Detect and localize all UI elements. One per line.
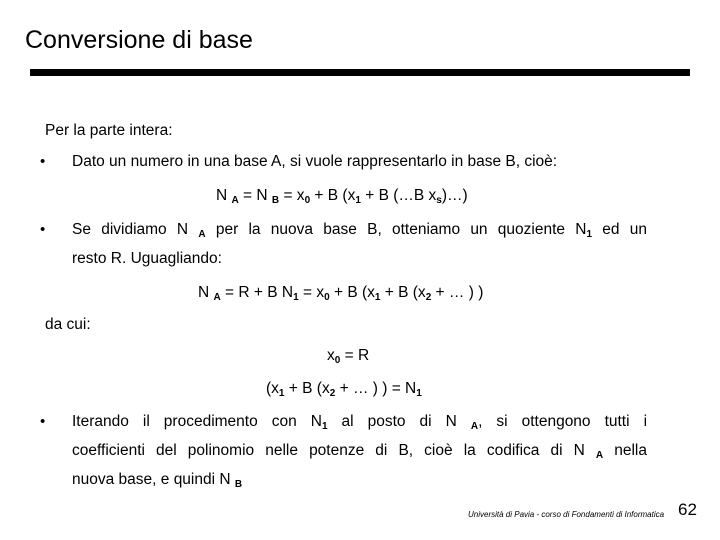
bullet-3-line-3: nuova base, e quindi N $_B$ <box>72 471 243 490</box>
intro-text: Per la parte intera: <box>45 122 173 139</box>
bullet-3-line-1: Iterando il procedimento con $N_1$ al posto di N $_A$, si ottengono tutti i <box>72 413 648 432</box>
equation-2: N $_A$ = R + B $N_1 = x_0 + B$ ($x_1 + B$ ($x_2$ + … ) ) <box>198 284 484 303</box>
page-number: 62 <box>678 500 697 519</box>
bullet-2-line-1: Se dividiamo N $_A$ per la nuova base B, otteniamo un quoziente $N_1$ ed un <box>72 221 647 240</box>
bullet-2-line-2: resto R. Uguagliando: <box>72 250 222 267</box>
equation-4: ($x_1 + B$ ($x_2$ + … ) ) = $N_1$ <box>266 380 422 399</box>
title-divider <box>30 69 690 76</box>
bullet-1-text: Dato un numero in una base A, si vuole rappresentarlo in base B, cioè: <box>72 153 558 170</box>
footer-text: Università di Pavia - corso di Fondamenti di Informatica <box>468 510 665 519</box>
bullet-icon: • <box>40 413 46 430</box>
equation-1: N $_A$ = N $_B = x_0 + B$ ($x_1 + B$ (…B $x_s)\dots$) <box>216 187 468 206</box>
da-cui-text: da cui: <box>45 316 91 333</box>
equation-3: $x_0 = R$ <box>327 347 370 366</box>
bullet-3-line-2: coefficienti del polinomio nelle potenze di B, cioè la codifica di N $_A$ nella <box>72 442 647 461</box>
bullet-icon: • <box>40 221 46 238</box>
bullet-icon: • <box>40 153 46 170</box>
slide-title: Conversione di base <box>25 26 253 54</box>
